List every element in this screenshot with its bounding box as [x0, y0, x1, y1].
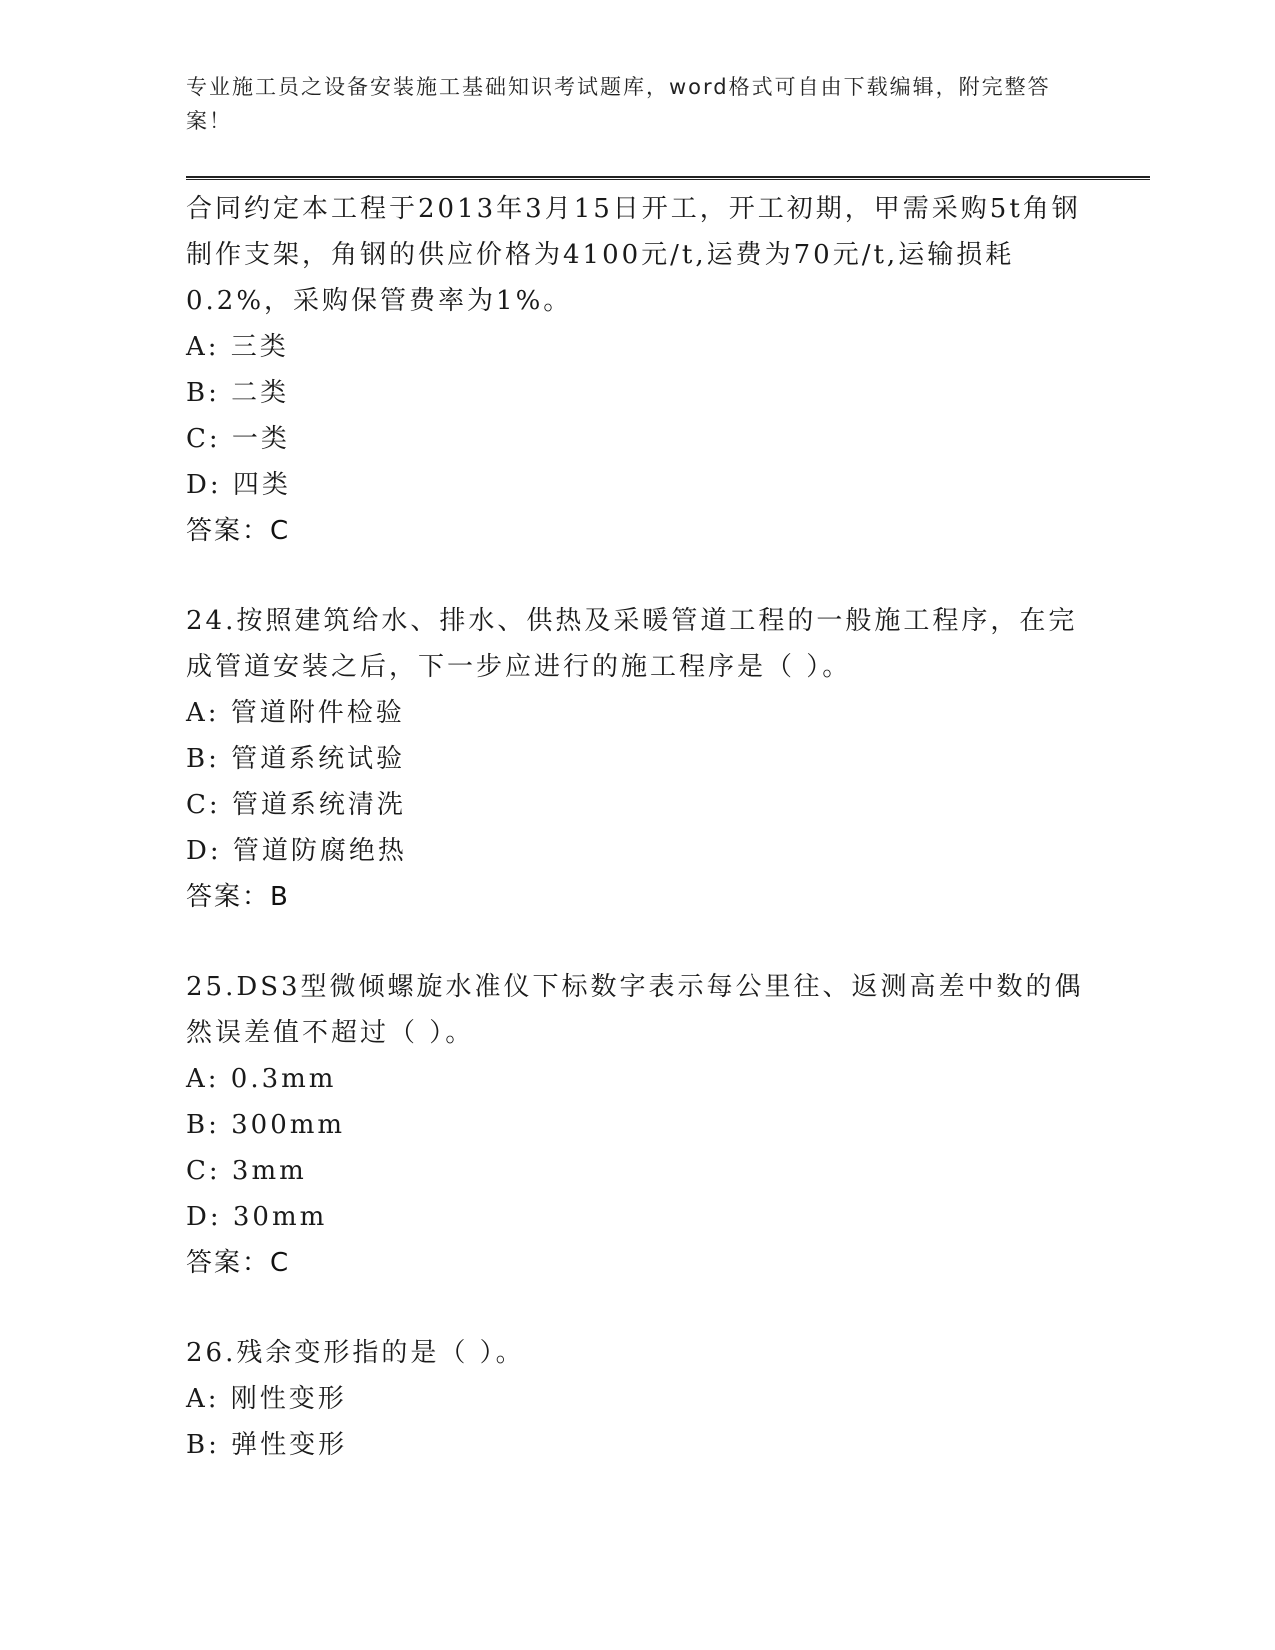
question-text: 24.按照建筑给水、排水、供热及采暖管道工程的一般施工程序，在完成管道安装之后，下一步应进行的施工程序是（ ）。	[186, 606, 1078, 682]
question-list	[186, 186, 1086, 1512]
answer: 答案：C	[186, 516, 291, 546]
option-c: C: 一类	[186, 424, 290, 454]
header-divider	[186, 176, 1150, 180]
option-b: B: 300mm	[186, 1110, 346, 1140]
option-a: A: 刚性变形	[186, 1384, 347, 1414]
option-b: B: 二类	[186, 378, 290, 408]
question-24	[186, 598, 1086, 920]
option-b: B: 弹性变形	[186, 1430, 348, 1460]
page-header: 专业施工员之设备安装施工基础知识考试题库，word格式可自由下载编辑，附完整答案！	[186, 75, 1051, 133]
option-d: D: 管道防腐绝热	[186, 836, 407, 866]
option-d: D: 四类	[186, 470, 291, 500]
question-23	[186, 186, 1086, 554]
option-a: A: 管道附件检验	[186, 698, 405, 728]
question-26	[186, 1330, 1086, 1468]
answer: 答案：B	[186, 882, 290, 912]
question-25	[186, 964, 1086, 1286]
option-a: A: 三类	[186, 332, 289, 362]
question-text: 25.DS3型微倾螺旋水准仪下标数字表示每公里往、返测高差中数的偶然误差值不超过（ ）。	[186, 972, 1084, 1048]
answer: 答案：C	[186, 1248, 291, 1278]
option-a: A: 0.3mm	[186, 1064, 337, 1094]
question-text: 26.残余变形指的是（ ）。	[186, 1338, 525, 1368]
option-c: C: 管道系统清洗	[186, 790, 406, 820]
question-text: 合同约定本工程于2013年3月15日开工，开工初期，甲需采购5t角钢制作支架，角钢的供应价格为4100元/t,运费为70元/t,运输损耗0.2%，采购保管费率为1%。	[186, 194, 1081, 316]
option-c: C: 3mm	[186, 1156, 307, 1186]
option-d: D: 30mm	[186, 1202, 328, 1232]
option-b: B: 管道系统试验	[186, 744, 406, 774]
